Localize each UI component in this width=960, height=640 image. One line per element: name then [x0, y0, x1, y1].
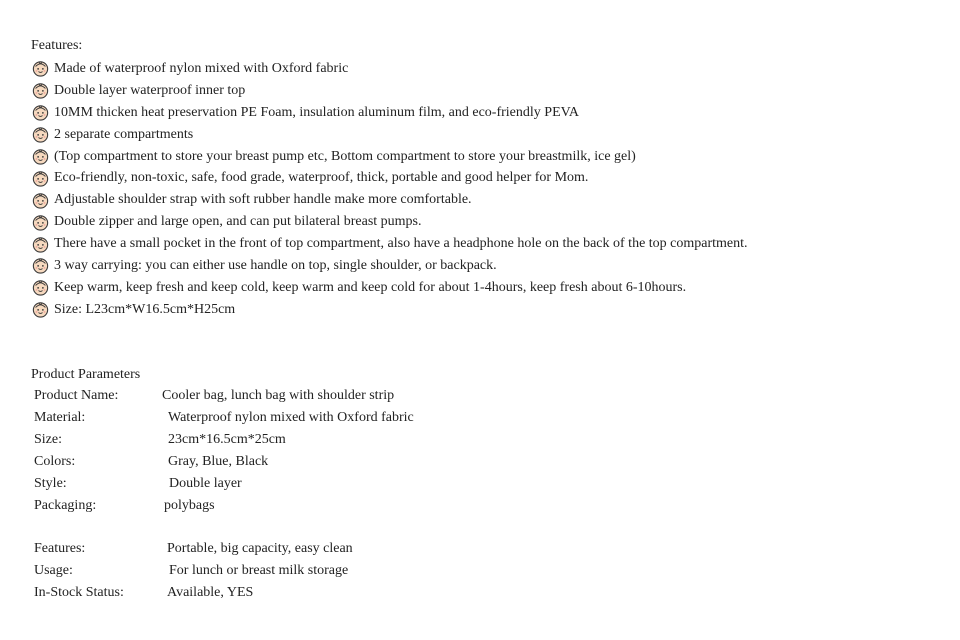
baby-face-icon: [32, 192, 49, 209]
param-label: Usage:: [34, 563, 73, 578]
param-value: For lunch or breast milk storage: [169, 563, 349, 578]
param-value: Available, YES: [167, 585, 254, 600]
feature-text: Double zipper and large open, and can put bilateral breast pumps.: [54, 214, 422, 230]
param-value: 23cm*16.5cm*25cm: [168, 432, 286, 447]
feature-text: Keep warm, keep fresh and keep cold, keep warm and keep cold for about 1-4hours, keep fresh about 6-10hours.: [54, 279, 687, 295]
baby-face-icon: [32, 104, 49, 121]
feature-item: [32, 102, 748, 124]
feature-item: [32, 167, 748, 189]
baby-face-icon: [32, 148, 49, 165]
param-label: Colors:: [34, 454, 76, 469]
param-label: Material:: [34, 410, 86, 425]
baby-face-icon: [32, 214, 49, 231]
param-label: Size:: [34, 432, 62, 447]
feature-item: [32, 299, 748, 321]
feature-text: 3 way carrying: you can either use handle on top, single shoulder, or backpack.: [54, 257, 497, 273]
param-value: polybags: [164, 498, 215, 513]
feature-item: [32, 189, 748, 211]
feature-list: [32, 58, 748, 321]
params-heading: Product Parameters: [31, 367, 141, 382]
param-value: Gray, Blue, Black: [168, 454, 269, 469]
feature-item: [32, 80, 748, 102]
param-value: Portable, big capacity, easy clean: [167, 541, 353, 556]
param-value: Cooler bag, lunch bag with shoulder strip: [162, 388, 395, 403]
feature-text: 2 separate compartments: [54, 126, 194, 142]
baby-face-icon: [32, 82, 49, 99]
feature-text: Eco-friendly, non-toxic, safe, food grade, waterproof, thick, portable and good helper for Mom.: [54, 170, 589, 186]
feature-item: [32, 255, 748, 277]
feature-text: Size: L23cm*W16.5cm*H25cm: [54, 301, 236, 317]
param-value: Double layer: [169, 476, 242, 491]
feature-text: Double layer waterproof inner top: [54, 82, 246, 98]
param-label: In-Stock Status:: [34, 585, 124, 600]
baby-face-icon: [32, 257, 49, 274]
feature-text: (Top compartment to store your breast pump etc, Bottom compartment to store your breastmilk, ice gel): [54, 148, 636, 164]
feature-item: [32, 211, 748, 233]
baby-face-icon: [32, 60, 49, 77]
feature-item: [32, 146, 748, 168]
baby-face-icon: [32, 126, 49, 143]
param-value: Waterproof nylon mixed with Oxford fabric: [168, 410, 414, 425]
baby-face-icon: [32, 236, 49, 253]
param-label: Style:: [34, 476, 67, 491]
param-label: Features:: [34, 541, 86, 556]
baby-face-icon: [32, 170, 49, 187]
feature-item: [32, 233, 748, 255]
feature-item: [32, 124, 748, 146]
feature-item: [32, 277, 748, 299]
features-heading: Features:: [31, 38, 83, 53]
baby-face-icon: [32, 279, 49, 296]
param-label: Packaging:: [34, 498, 97, 513]
feature-text: Made of waterproof nylon mixed with Oxford fabric: [54, 60, 349, 76]
feature-item: [32, 58, 748, 80]
param-label: Product Name:: [34, 388, 119, 403]
feature-text: There have a small pocket in the front of top compartment, also have a headphone hole on the back of the top compartment.: [54, 236, 748, 252]
feature-text: Adjustable shoulder strap with soft rubber handle make more comfortable.: [54, 192, 472, 208]
baby-face-icon: [32, 301, 49, 318]
feature-text: 10MM thicken heat preservation PE Foam, insulation aluminum film, and eco-friendly PEVA: [54, 104, 580, 120]
